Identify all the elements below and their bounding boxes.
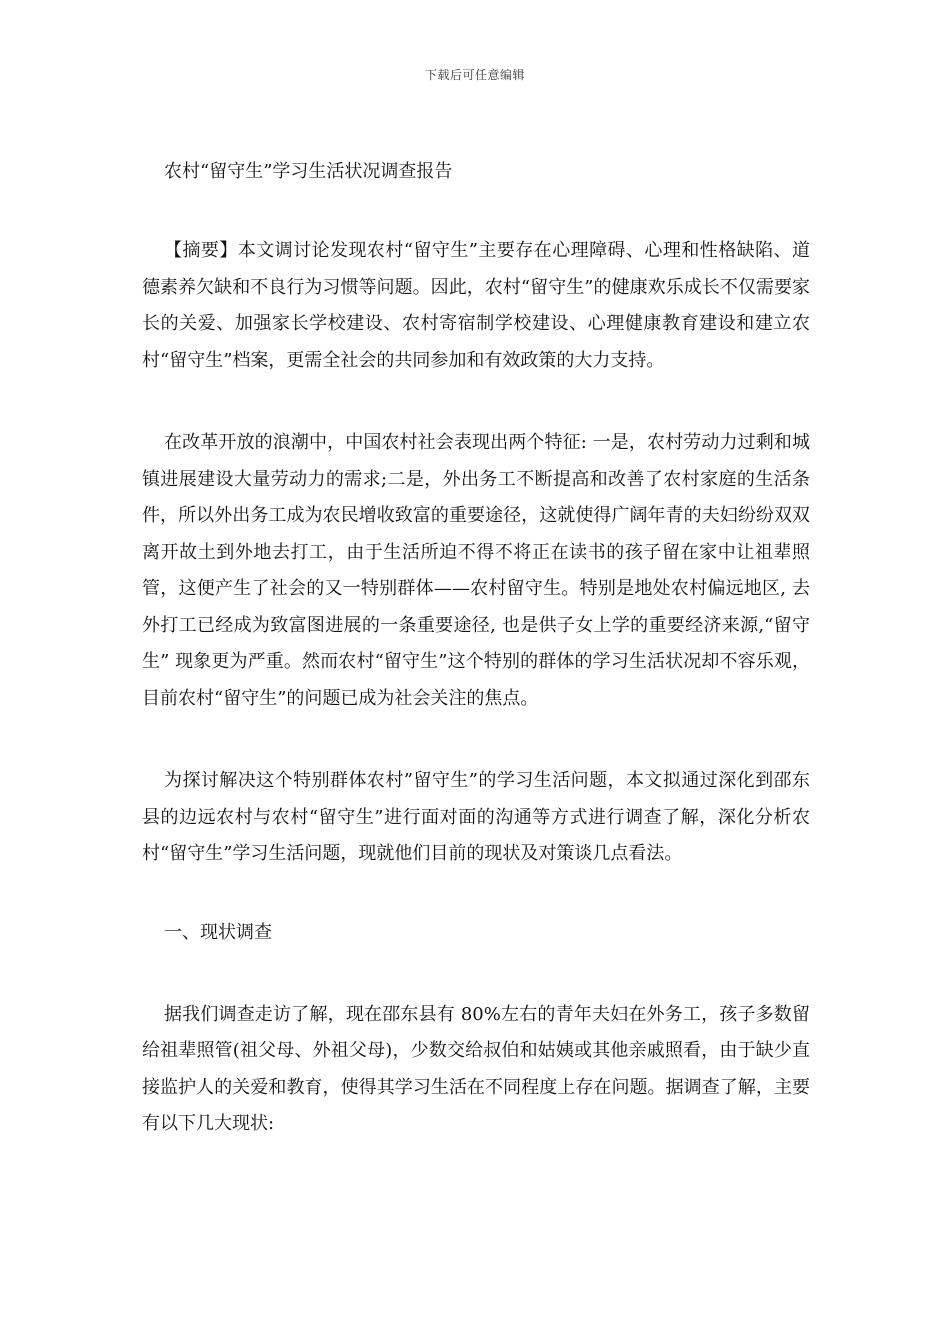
abstract-paragraph: 【摘要】本文调讨论发现农村“留守生”主要存在心理障碍、心理和性格缺陷、道德素养欠缺和不良行为习惯等问题。因此，农村“留守生”的健康欢乐成长不仅需要家长的关爱、加强家长学校建设、农村寄宿制学校建设、心理健康教育建设和建立农村“留守生”档案，更需全社会的共同参加和有效政策的大力支持。 bbox=[142, 240, 810, 371]
page-header-note: 下载后可任意编辑 bbox=[424, 68, 525, 82]
section-heading-1: 一、现状调查 bbox=[164, 921, 272, 943]
document-body bbox=[142, 158, 810, 1143]
body-paragraph-1: 在改革开放的浪潮中，中国农村社会表现出两个特征: 一是，农村劳动力过剩和城镇进展建设大量劳动力的需求;二是，外出务工不断提高和改善了农村家庭的生活条件，所以外出务工成为农民增收致富的重要途径，这就使得广阔年青的夫妇纷纷双双离开故土到外地去打工，由于生活所迫不得不将正在读书的孩子留在家中让祖辈照管，这便产生了社会的又一特别群体——农村留守生。特别是地处农村偏远地区, 去外打工已经成为致富图进展的一条重要途径, 也是供子女上学的重要经济来源,“留守生” 现象更为严重。然而农村“留守生”这个特别的群体的学习生活状况却不容乐观，目前农村“留守生”的问题已成为社会关注的焦点。 bbox=[142, 432, 810, 709]
document-title: 农村“留守生”学习生活状况调查报告 bbox=[164, 161, 453, 182]
body-paragraph-2: 为探讨解决这个特别群体农村”留守生”的学习生活问题，本文拟通过深化到邵东县的边远农村与农村“留守生”进行面对面的沟通等方式进行调查了解，深化分析农村“留守生”学习生活问题，现就他们目前的现状及对策谈几点看法。 bbox=[142, 770, 810, 864]
body-paragraph-3: 据我们调查走访了解，现在邵东县有 80%左右的青年夫妇在外务工，孩子多数留给祖辈照管(祖父母、外祖父母)，少数交给叔伯和姑姨或其他亲戚照看，由于缺少直接监护人的关爱和教育，使得其学习生活在不同程度上存在问题。据调查了解，主要有以下几大现状: bbox=[142, 1003, 810, 1134]
